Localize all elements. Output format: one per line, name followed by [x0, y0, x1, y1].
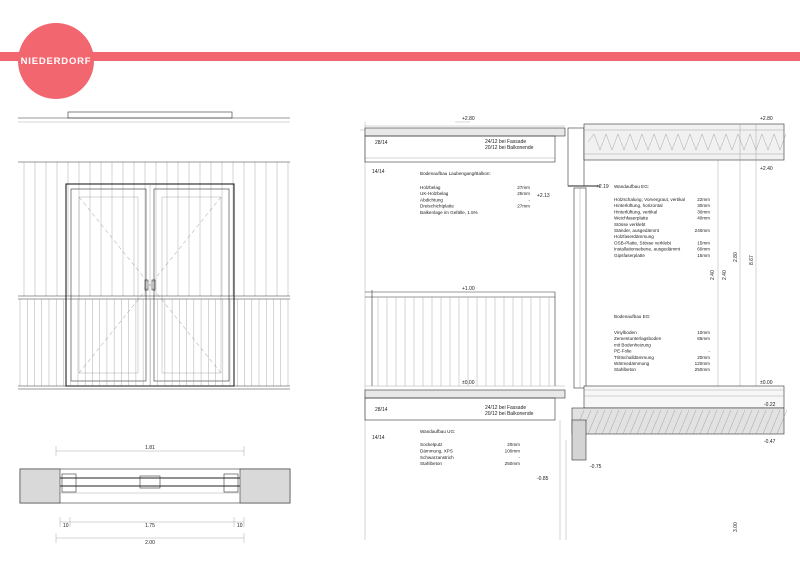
- floor-eg-list: [614, 330, 710, 372]
- upper-balcony-slab: [365, 128, 565, 136]
- balcony-row-label: Holzbelag: [420, 185, 441, 190]
- balcony-row-value: 27mm: [517, 185, 530, 190]
- beam-note-bot-1: 24/12 bei Fassade: [485, 405, 527, 411]
- floor-eg-row-label: Wärmedämmung: [614, 361, 650, 366]
- level-213: +2.13: [537, 193, 550, 199]
- plan-dim-left: 10: [63, 523, 69, 529]
- balcony-row-label: Balkenlage im Gefälle, 1.5%: [420, 209, 478, 215]
- wall-ug-list: [420, 442, 520, 466]
- ground-floor-slab: [584, 386, 784, 408]
- floor-eg-row-label: mit Bodenheizung: [614, 342, 651, 348]
- door-leaf-left: [71, 189, 146, 381]
- wall-ug-row-value: 100mm: [504, 448, 520, 454]
- floor-eg-row-value: 10mm: [697, 330, 710, 335]
- wall-eg-row-label: Stösse verklebt: [614, 221, 646, 227]
- level-railing: +1.00: [462, 286, 475, 292]
- door-handle-right: [152, 280, 155, 290]
- vdim-2: 2.40: [722, 270, 728, 280]
- balcony-row-label: UK-Holzbelag: [420, 191, 449, 197]
- wall-eg-row-label: Gipsfaserplatte: [614, 252, 645, 258]
- balcony-row-label: Dreischichtplatte: [420, 203, 454, 209]
- balcony-row-value: 25mm: [517, 191, 530, 197]
- wall-eg-row-value: 40mm: [697, 215, 710, 221]
- marker-14-top: 14/14: [372, 169, 385, 175]
- plan-dim-right: 10: [237, 523, 243, 529]
- plan-dim-total: 2.00: [145, 540, 155, 546]
- wall-eg-title: Wandaufbau EG:: [614, 184, 650, 189]
- floor-eg-row-label: Stahlbeton: [614, 367, 636, 373]
- floor-eg-row-value: -: [708, 348, 710, 354]
- floor-eg-row-label: Trittschalldämmung: [614, 354, 654, 360]
- floor-eg-row-value: 120mm: [694, 361, 710, 366]
- balcony-row-value: -: [528, 197, 530, 203]
- facade-boards: [24, 162, 288, 296]
- level-m085: -0.85: [537, 476, 549, 482]
- wall-eg-row-label: Installationsebene, ausgedämmt: [614, 246, 681, 252]
- balcony-buildup-list: [420, 185, 530, 215]
- marker-28-top: 28/14: [375, 140, 388, 146]
- balcony-row-label: Abdichtung: [420, 197, 443, 203]
- lower-balcony-slab: [365, 390, 565, 398]
- vdim-1: 2.40: [710, 270, 716, 280]
- floor-eg-row-value: 20mm: [697, 354, 710, 360]
- wall-eg-list: [614, 197, 710, 258]
- wall-ug-row-label: Stahlbeton: [420, 461, 442, 467]
- level-zero: ±0.00: [462, 380, 475, 386]
- wall-ug-row-label: Sockelputz: [420, 442, 443, 447]
- wall-eg-row-label: Holzschalung, Vorvergraut, vertikal: [614, 197, 685, 202]
- door-plan: [20, 445, 290, 546]
- wall-eg-row-value: 30mm: [697, 203, 710, 209]
- wall-eg-row-label: Hinterlüftung, vertikal: [614, 209, 658, 215]
- beam-note-bot-2: 20/12 bei Balkonende: [485, 411, 534, 417]
- wall-ug-row-value: -: [518, 454, 520, 460]
- beam-note-top-2: 20/12 bei Balkonende: [485, 145, 534, 151]
- beam-note-top-1: 24/12 bei Fassade: [485, 139, 527, 145]
- wall-eg-row-value: 22mm: [697, 197, 710, 202]
- floor-eg-title: Bodenaufbau EG:: [614, 314, 651, 319]
- wall-eg-row-label: OSB-Platte, Stösse verklebt: [614, 240, 671, 246]
- marker-28-bot: 28/14: [375, 407, 388, 413]
- level-right-top: +2.80: [760, 116, 773, 122]
- wall-section: [360, 116, 787, 540]
- floor-eg-row-value: 250mm: [694, 367, 710, 373]
- vdim-5: 3.00: [733, 522, 739, 532]
- floor-eg-row-label: PE-Folie: [614, 348, 632, 354]
- foundation-wall: [572, 420, 586, 460]
- level-right-m047: -0.47: [764, 439, 776, 445]
- facade-elevation: [18, 112, 290, 389]
- vdim-3: 2.80: [733, 252, 739, 262]
- marker-14-bot: 14/14: [372, 435, 385, 441]
- section-railing-bars: [378, 297, 549, 386]
- wall-ug-row-label: Dämmung, XPS: [420, 448, 453, 454]
- level-m075: -0.75: [590, 464, 602, 470]
- vdim-4: 8.67: [749, 255, 755, 265]
- wall-ug-title: Wandaufbau UG:: [420, 429, 456, 434]
- level-right-zero: ±0.00: [760, 380, 773, 386]
- level-219: +2.19: [596, 184, 609, 190]
- door-handle-left: [145, 280, 148, 290]
- wall-ug-row-value: 20mm: [507, 442, 520, 447]
- wall-eg-row-value: 240mm: [694, 228, 710, 233]
- wall-eg-row-label: Holzfaserdämmung: [614, 234, 654, 240]
- wall-eg-row-label: Ständer, ausgedämmt: [614, 228, 659, 233]
- plan-dim-top: 1.81: [145, 445, 155, 451]
- plan-dim-inner: 1.75: [145, 523, 155, 529]
- level-top: +2.80: [462, 116, 475, 122]
- wall-eg-row-value: 15mm: [697, 252, 710, 258]
- level-right-m022: -0.22: [764, 402, 776, 408]
- lintel: [68, 112, 232, 118]
- level-right-240: +2.40: [760, 166, 773, 172]
- wall-eg-row-label: Hinterlüftung, horizontal: [614, 203, 663, 209]
- wall-ug-row-value: 250mm: [504, 461, 520, 467]
- door-leaf-right: [154, 189, 229, 381]
- floor-eg-row-value: 65mm: [697, 336, 710, 342]
- wall-eg-row-label: Weichfaserplatte: [614, 215, 649, 221]
- wall-eg-row-value: 30mm: [697, 209, 710, 215]
- wall-ug-row-label: Schwarzanstrich: [420, 454, 454, 460]
- floor-eg-row-label: Zementunterlagsboden: [614, 336, 662, 342]
- wall-eg-row-value: 15mm: [697, 240, 710, 246]
- upper-floor-slab: [584, 124, 784, 160]
- balcony-buildup-title: Bodenaufbau Laubengang/Balkon:: [420, 171, 491, 176]
- balcony-row-value: 27mm: [517, 203, 530, 209]
- floor-eg-row-label: Vinylboden: [614, 330, 637, 335]
- brand-name: NIEDERDORF: [20, 55, 92, 67]
- wall-eg-row-value: 60mm: [697, 246, 710, 252]
